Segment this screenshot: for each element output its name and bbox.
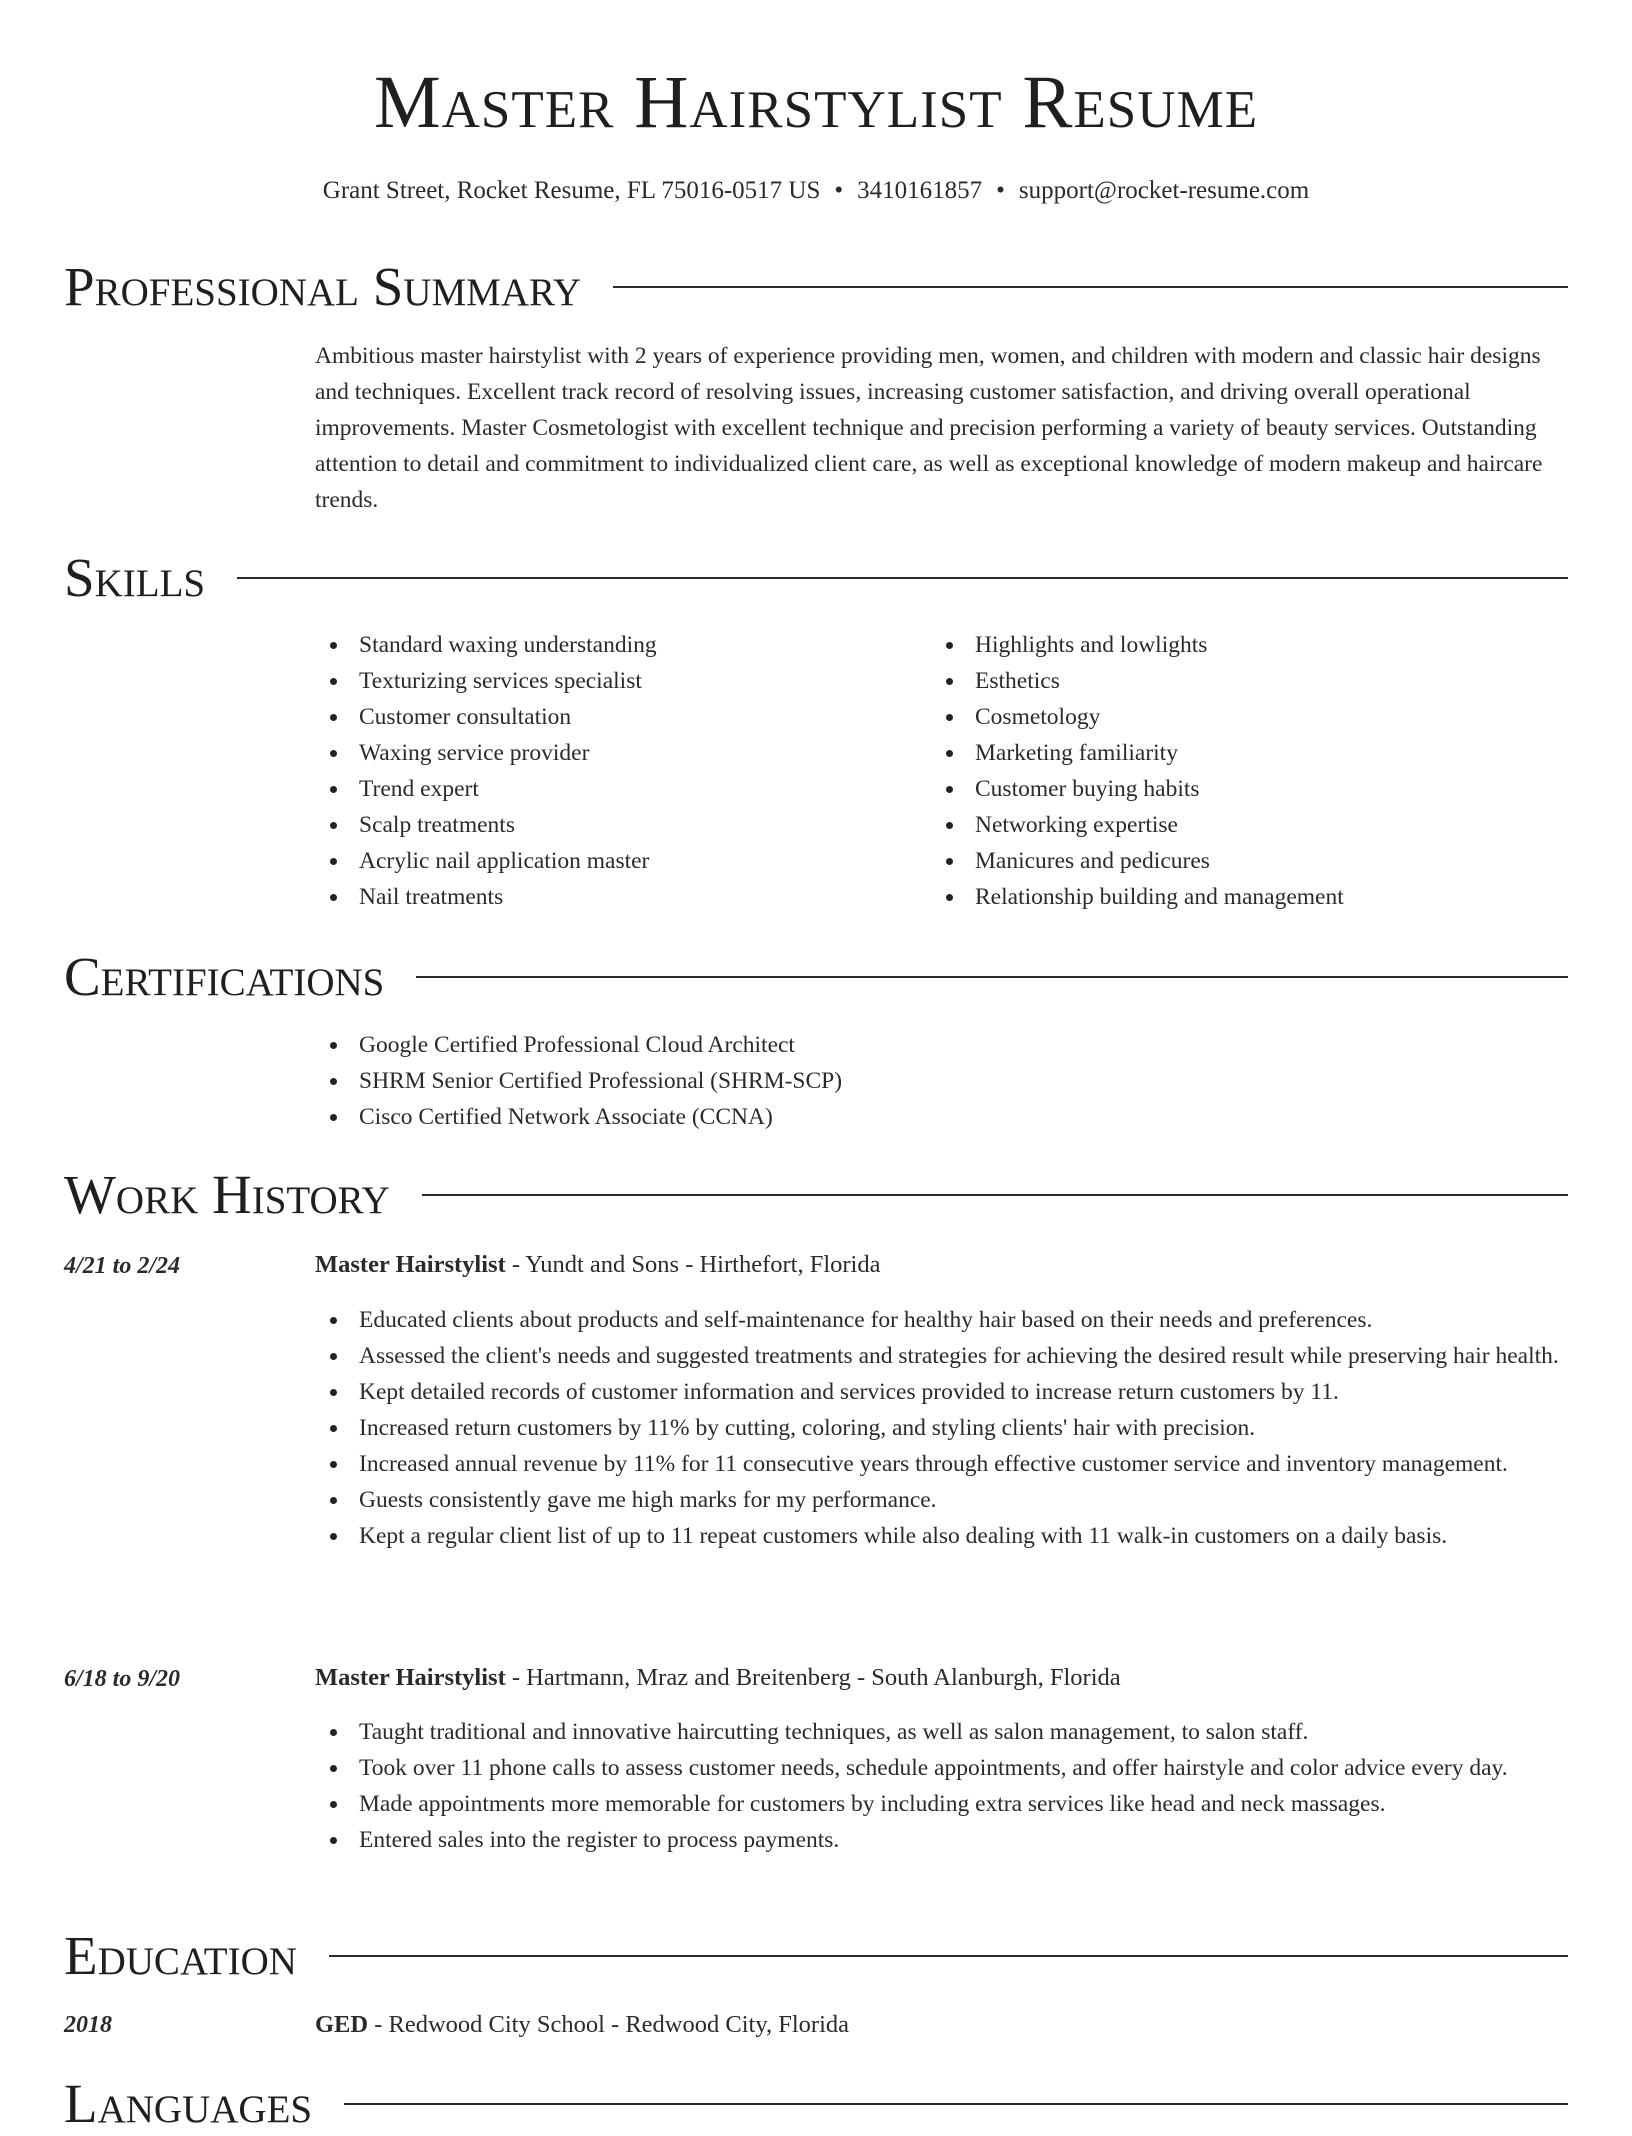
skill-item: Cosmetology [931, 699, 1551, 735]
skill-item: Marketing familiarity [931, 735, 1551, 771]
languages-heading: Languages [64, 2073, 313, 2134]
job-duty: Made appointments more memorable for customers by including extra services like head and neck massages. [315, 1786, 1577, 1822]
skill-item: Standard waxing understanding [315, 627, 915, 663]
skill-item: Customer consultation [315, 699, 915, 735]
section-divider [329, 1955, 1568, 1957]
education-year: 2018 [64, 2012, 112, 2038]
skills-section-header [64, 546, 1568, 610]
job-title: Master Hairstylist [315, 1664, 506, 1691]
work-history-heading: Work History [64, 1164, 390, 1225]
skill-item: Nail treatments [315, 879, 915, 915]
job-dates: 6/18 to 9/20 [64, 1666, 181, 1692]
job-duty: Increased return customers by 11% by cutting, coloring, and styling clients' hair with precision. [315, 1410, 1577, 1446]
job-duty: Took over 11 phone calls to assess customer needs, schedule appointments, and offer hairstyle and color advice every day. [315, 1750, 1577, 1786]
work-history-section-header [64, 1163, 1568, 1227]
skill-item: Texturizing services specialist [315, 663, 915, 699]
summary-section-header [64, 255, 1568, 319]
contact-email: support@rocket-resume.com [1018, 177, 1310, 204]
education-degree: GED [315, 2011, 369, 2038]
job-duty: Increased annual revenue by 11% for 11 consecutive years through effective customer service and inventory management. [315, 1446, 1577, 1482]
job-duty: Educated clients about products and self-maintenance for healthy hair based on their needs and preferences. [315, 1302, 1577, 1338]
job-duty: Assessed the client's needs and suggested treatments and strategies for achieving the desired result while preserving hair health. [315, 1338, 1577, 1374]
skill-item: Relationship building and management [931, 879, 1551, 915]
certifications-list [315, 1027, 1565, 1135]
skill-item: Esthetics [931, 663, 1551, 699]
certification-item: Google Certified Professional Cloud Architect [315, 1027, 1565, 1063]
certification-item: Cisco Certified Network Associate (CCNA) [315, 1099, 1565, 1135]
certification-item: SHRM Senior Certified Professional (SHRM-SCP) [315, 1063, 1565, 1099]
skill-item: Acrylic nail application master [315, 843, 915, 879]
job-employer: - Hartmann, Mraz and Breitenberg - South Alanburgh, Florida [505, 1664, 1121, 1691]
section-divider [344, 2103, 1568, 2105]
summary-text: Ambitious master hairstylist with 2 years of experience providing men, women, and children with modern and classic hair designs and techniques. Excellent track record of resolving issues, increasing customer satisfaction, and driving overall operational improvements. Master Cosmetologist with excellent technique and precision performing a variety of beauty services. Outstanding attention to detail and commitment to individualized client care, as well as exceptional knowledge of modern makeup and haircare trends. [315, 343, 1543, 513]
skill-item: Manicures and pedicures [931, 843, 1551, 879]
job-duties-list [315, 1714, 1577, 1858]
skill-item: Customer buying habits [931, 771, 1551, 807]
job-duties-list [315, 1302, 1577, 1554]
contact-phone: 3410161857 [857, 177, 983, 204]
job-duty: Guests consistently gave me high marks for my performance. [315, 1482, 1577, 1518]
summary-heading: Professional Summary [64, 256, 582, 317]
skill-item: Highlights and lowlights [931, 627, 1551, 663]
skills-heading: Skills [64, 547, 206, 608]
job-employer: - Yundt and Sons - Hirthefort, Florida [505, 1251, 881, 1278]
section-divider [613, 286, 1568, 288]
skill-item: Scalp treatments [315, 807, 915, 843]
section-divider [237, 577, 1568, 579]
job-dates: 4/21 to 2/24 [64, 1253, 181, 1279]
job-heading [315, 1661, 1121, 1695]
skill-item: Waxing service provider [315, 735, 915, 771]
education-school: - Redwood City School - Redwood City, Florida [368, 2011, 850, 2038]
education-entry [315, 2008, 849, 2042]
job-duty: Kept a regular client list of up to 11 repeat customers while also dealing with 11 walk-in customers on a daily basis. [315, 1518, 1577, 1554]
job-heading [315, 1248, 880, 1282]
section-divider [416, 976, 1568, 978]
skill-item: Trend expert [315, 771, 915, 807]
contact-address: Grant Street, Rocket Resume, FL 75016-0517 US [322, 177, 821, 204]
job-duty: Taught traditional and innovative haircutting techniques, as well as salon management, to salon staff. [315, 1714, 1577, 1750]
education-section-header [64, 1924, 1568, 1988]
skills-list-left [315, 627, 915, 915]
job-title: Master Hairstylist [315, 1251, 506, 1278]
certifications-heading: Certifications [64, 946, 385, 1007]
contact-separator: • [834, 177, 844, 204]
contact-line [0, 174, 1632, 208]
certifications-section-header [64, 945, 1568, 1009]
languages-section-header [64, 2072, 1568, 2136]
education-heading: Education [64, 1925, 297, 1986]
section-divider [422, 1194, 1568, 1196]
skill-item: Networking expertise [931, 807, 1551, 843]
job-duty: Kept detailed records of customer information and services provided to increase return customers by 11. [315, 1374, 1577, 1410]
contact-separator: • [996, 177, 1005, 204]
skills-list-right [931, 627, 1551, 915]
job-duty: Entered sales into the register to process payments. [315, 1822, 1577, 1858]
resume-title: Master Hairstylist Resume [373, 61, 1259, 144]
